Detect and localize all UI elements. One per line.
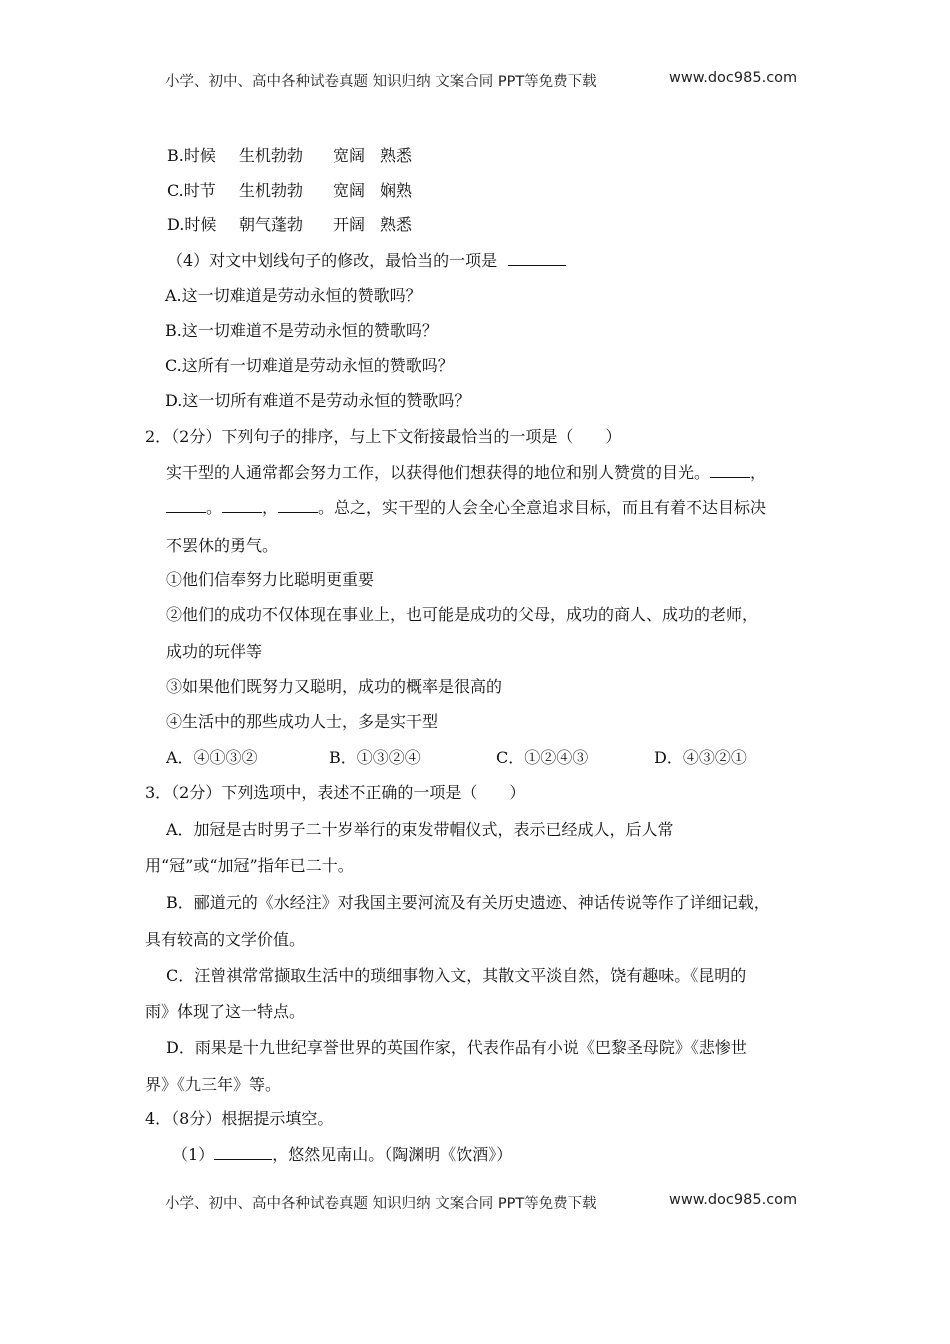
q1-c-3: 娴熟 xyxy=(380,181,413,200)
q2-sentence-3: ③如果他们既努力又聪明，成功的概率是很高的 xyxy=(166,677,503,696)
q3-option-c-line1: C．汪曾祺常常撷取生活中的琐细事物入文，其散文平淡自然，饶有趣味。《昆明的 xyxy=(166,966,747,985)
q3-option-a-line2: 用“冠”或“加冠”指年已二十。 xyxy=(145,856,354,875)
q1-d-3: 熟悉 xyxy=(380,215,413,234)
q1-sub4-option-a: A.这一切难道是劳动永恒的赞歌吗？ xyxy=(165,286,422,305)
q2-passage-line-3: 不罢休的勇气。 xyxy=(166,536,279,555)
answer-blank[interactable] xyxy=(508,251,566,266)
q2-passage-text-1: 实干型的人通常都会努力工作，以获得他们想获得的地位和别人赞赏的目光。 xyxy=(166,463,711,482)
q2-sentence-2b: 成功的玩伴等 xyxy=(166,642,263,661)
q1-b-1: 生机勃勃 xyxy=(239,146,304,165)
q1-b-2: 宽阔 xyxy=(333,146,366,165)
q2-comma-2: ， xyxy=(262,498,279,517)
q3-option-d-line1: D．雨果是十九世纪享誉世界的英国作家，代表作品有小说《巴黎圣母院》《悲惨世 xyxy=(166,1038,747,1057)
page-footer xyxy=(165,1192,798,1213)
q4-sub1-prefix: （1） xyxy=(172,1145,215,1164)
header-text: 小学、初中、高中各种试卷真题 知识归纳 文案合同 PPT等免费下载 xyxy=(165,74,597,90)
q1-c-1: 生机勃勃 xyxy=(239,181,304,200)
footer-site[interactable]: www.doc985.com xyxy=(669,1192,798,1208)
q1-b-3: 熟悉 xyxy=(380,146,413,165)
q1-b-0: B.时候 xyxy=(167,146,216,165)
q2-comma-1: ， xyxy=(750,463,767,482)
header-site[interactable]: www.doc985.com xyxy=(669,70,798,86)
q2-sentence-2a: ②他们的成功不仅体现在事业上，也可能是成功的父母，成功的商人、成功的老师， xyxy=(166,605,759,624)
page-header xyxy=(165,70,798,91)
q2-period: 。 xyxy=(206,498,223,517)
answer-blank[interactable] xyxy=(166,498,206,513)
q1-sub4-option-c: C.这所有一切难道是劳动永恒的赞歌吗？ xyxy=(165,356,454,375)
q3-option-b-line1: B．郦道元的《水经注》对我国主要河流及有关历史遗迹、神话传说等作了详细记载， xyxy=(166,893,770,912)
q1-sub4-option-b: B.这一切难道不是劳动永恒的赞歌吗？ xyxy=(165,321,438,340)
q1-d-0: D.时候 xyxy=(167,215,217,234)
q2-passage-line-2 xyxy=(166,498,766,518)
q1-sub4-option-d: D.这一切所有难道不是劳动永恒的赞歌吗？ xyxy=(165,391,471,410)
q2-option-a[interactable]: A．④①③② xyxy=(166,748,258,767)
q3-option-a-line1: A．加冠是古时男子二十岁举行的束发带帽仪式，表示已经成人，后人常 xyxy=(166,820,674,839)
q3-option-c-line2: 雨》体现了这一特点。 xyxy=(145,1002,306,1021)
q1-sub4-text: （4）对文中划线句子的修改，最恰当的一项是 xyxy=(167,251,498,270)
footer-text: 小学、初中、高中各种试卷真题 知识归纳 文案合同 PPT等免费下载 xyxy=(165,1196,597,1212)
q2-option-d[interactable]: D．④③②① xyxy=(654,748,747,767)
q1-c-2: 宽阔 xyxy=(333,181,366,200)
q2-option-c[interactable]: C．①②④③ xyxy=(496,748,589,767)
answer-blank[interactable] xyxy=(214,1145,272,1160)
answer-blank[interactable] xyxy=(710,463,750,478)
q1-d-1: 朝气蓬勃 xyxy=(239,215,304,234)
q1-sub4-stem xyxy=(167,251,566,271)
q3-stem: 3．（2分）下列选项中，表述不正确的一项是（ ） xyxy=(145,783,526,802)
q2-option-b[interactable]: B．①③②④ xyxy=(329,748,421,767)
q3-option-b-line2: 具有较高的文学价值。 xyxy=(145,930,306,949)
q2-sentence-1: ①他们信奉努力比聪明更重要 xyxy=(166,570,375,589)
q1-d-2: 开阔 xyxy=(333,215,366,234)
q4-sub1 xyxy=(172,1145,512,1165)
answer-blank[interactable] xyxy=(278,498,318,513)
q4-stem: 4．（8分）根据提示填空。 xyxy=(145,1109,334,1128)
q2-passage-line-1 xyxy=(166,463,766,483)
q2-passage-text-2: 。总之，实干型的人会全心全意追求目标，而且有着不达目标决 xyxy=(318,498,767,517)
q1-c-0: C.时节 xyxy=(167,181,216,200)
q2-stem: 2．（2分）下列句子的排序，与上下文衔接最恰当的一项是（ ） xyxy=(145,427,622,446)
q2-sentence-4: ④生活中的那些成功人士，多是实干型 xyxy=(166,712,439,731)
answer-blank[interactable] xyxy=(222,498,262,513)
q3-option-d-line2: 界》《九三年》等。 xyxy=(145,1075,282,1094)
q4-sub1-suffix: ，悠然见南山。（陶渊明《饮酒》） xyxy=(272,1145,513,1164)
